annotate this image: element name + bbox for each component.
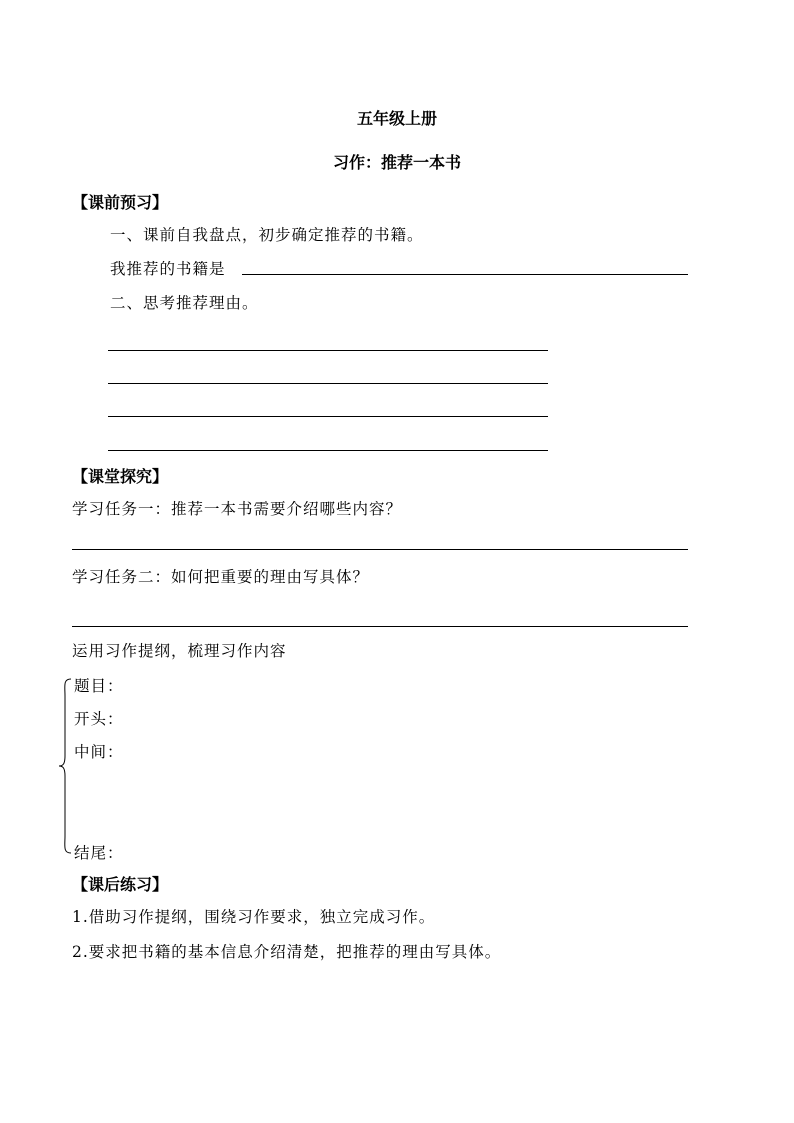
task-1: 学习任务一：推荐一本书需要介绍哪些内容？ <box>72 500 403 518</box>
after-class-heading: 【课后练习】 <box>72 875 169 894</box>
document-grade-title: 五年级上册 <box>356 109 437 128</box>
preview-heading: 【课前预习】 <box>72 193 169 212</box>
reason-answer-line[interactable] <box>108 350 548 351</box>
reason-answer-line[interactable] <box>108 383 548 384</box>
after-class-item-2: 2.要求把书籍的基本信息介绍清楚，把推荐的理由写具体。 <box>72 943 502 961</box>
book-label: 我推荐的书籍是 <box>110 260 226 278</box>
outline-intro: 运用习作提纲，梳理习作内容 <box>72 642 287 660</box>
document-lesson-title: 习作：推荐一本书 <box>332 153 461 172</box>
task-1-answer-line[interactable] <box>72 549 688 550</box>
outline-brace-icon <box>58 678 72 854</box>
outline-title: 题目： <box>74 677 124 695</box>
book-answer-line[interactable] <box>242 274 688 275</box>
after-class-item-1: 1.借助习作提纲，围绕习作要求，独立完成习作。 <box>72 908 436 926</box>
reason-answer-line[interactable] <box>108 416 548 417</box>
preview-item-1: 一、课前自我盘点，初步确定推荐的书籍。 <box>110 226 424 244</box>
classroom-heading: 【课堂探究】 <box>72 467 169 486</box>
outline-middle: 中间： <box>74 743 124 761</box>
outline-ending: 结尾： <box>74 844 124 862</box>
reason-answer-line[interactable] <box>108 450 548 451</box>
task-2: 学习任务二：如何把重要的理由写具体？ <box>72 568 370 586</box>
task-2-answer-line[interactable] <box>72 626 688 627</box>
outline-opening: 开头： <box>74 710 124 728</box>
preview-item-2: 二、思考推荐理由。 <box>110 294 259 312</box>
